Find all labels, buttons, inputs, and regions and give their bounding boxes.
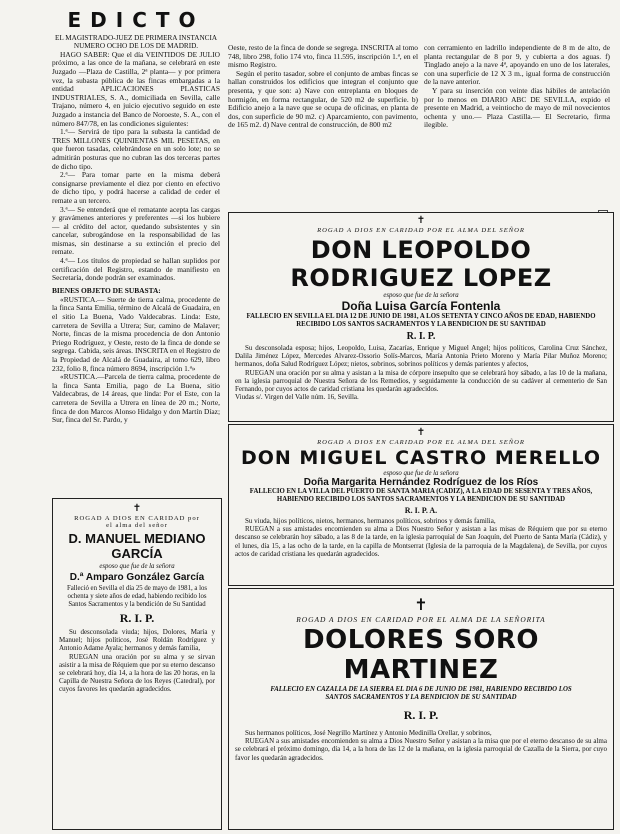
cross-icon: ✝ <box>416 427 426 438</box>
edicto-paragraph: «RUSTICA.—Parcela de tierra calma, procedente de la finca Santa Emilia, pago de La Buena, sitio Valdecabras, de 14 áreas, que linda: Por el Este, con la carretera de Sevilla a Utrera en línea de 20 m.; Norte, finca de don Marcos Alonso Hidalgo y don Martín Díaz; Sur, finca del Sr. Pardo, y <box>52 372 220 425</box>
spouse-name: D.ª Amparo González García <box>69 572 205 583</box>
death-notice: FALLECIO EN SEVILLA EL DIA 12 DE JUNIO DE 1981, A LOS SETENTA Y CINCO AÑOS DE EDAD, HABIENDO RECIBIDO LOS SANTOS SACRAMENTOS Y LA BENDICION DE SU SANTIDAD <box>246 313 596 328</box>
cross-icon: ✝ <box>132 503 142 514</box>
deceased-name: D. MANUEL MEDIANO GARCÍA <box>68 531 206 561</box>
edicto-paragraph: 3.ª— Se entenderá que el rematante acepta las cargas y gravámenes anteriores y preferentes —si los hubiere— al crédito del actor, quedando subsistentes y sin cancelar, subrogándose en la responsabilidad de las mismas, sin destinarse a su extinción el precio del remate. <box>52 204 220 257</box>
edicto-title: EDICTO <box>67 8 205 32</box>
request-text: RUEGAN a sus amistades encomienden su alma a Dios Nuestro Señor y asistan a la misa que por el eterno descanso de su alma se celebrará el próximo domingo, día 14, a la hora de las 12 de la mañana, en la iglesia parroquial de Cazalla de la Sierra, por cuyo favor les quedarán agradecidos. <box>235 737 607 762</box>
edicto-paragraph: HAGO SABER: Que el día VEINTIDOS DE JULIO próximo, a las once de la mañana, se celebrará en este Juzgado —Plaza de Castilla, 2ª planta— y por primera vez, la subasta pública de las fincas embargadas a la entidad APLICACIONES PLASTICAS INDUSTRIALES, S. A., domiciliada en Sevilla, calle Trajano, número 4, en juicio ejecutivo seguido en este Juzgado a instancia del Banco de Noroeste, S. A., con el número 847/78, en las condiciones siguientes: <box>52 49 220 128</box>
death-notice: FALLECIO EN CAZALLA DE LA SIERRA EL DIA 6 DE JUNIO DE 1981, HABIENDO RECIBIDO LOS SANTOS SACRAMENTOS Y LA BENDICION DE SU SANTIDAD <box>270 686 572 701</box>
edicto-paragraph: Oeste, resto de la finca de donde se segrega. INSCRITA al tomo 748, libro 298, folio 174 vto, finca 11.595, inscripción 1.ª, en el mismo Registro. <box>228 43 418 70</box>
obituary-header: ROGAD A DIOS EN CARIDAD POR EL ALMA DE LA SEÑORITA <box>296 615 546 624</box>
edicto-subtitle: EL MAGISTRADO-JUEZ DE PRIMERA INSTANCIA NUMERO OCHO DE LOS DE MADRID. <box>54 34 218 51</box>
edicto-column-2 <box>228 44 418 130</box>
family-list: Sus hermanos políticos, José Negrillo Martínez y Antonio Medinilla Orellar, y sobrinos, <box>245 729 492 737</box>
family-list: Su desconsolada esposa; hijos, Leopoldo, Luisa, Zacarías, Enrique y Miguel Angel; hijos políticos, Carolina Cruz Sánchez, Dalila Jiménez López, Mercedes Alvarez-Ossorio Solís-Marcos, María Antonia Prieto Moreno y María Pilar Muñoz Moreno; hermanos, doña Salud Rodríguez López; nietos, sobrinos, sobrinos políticos y demás parientes y afectos, <box>235 344 607 369</box>
spouse-label: esposo que fue de la señora <box>383 470 459 477</box>
rip: R. I. P. <box>403 708 439 722</box>
request-text: RUEGAN una oración por su alma y se sirvan asistir a la misa de Réquiem que por su eterno descanso se celebrará hoy, día 14, a la hora de las 20 horas, en la Capilla de Nuestra Señora de los Reyes (Catedral), por cuyos favores les quedarán agradecidos. <box>59 652 215 694</box>
address: Viudas s/. Virgen del Valle núm. 16, Sevilla. <box>235 393 359 402</box>
family-list: Su desconsolada viuda; hijos, Dolores, María y Manuel; hijos políticos, José Roldán Rodríguez y Antonio Adame Ayala; hermanos y demás familia, <box>59 628 215 653</box>
edicto-column-3 <box>424 44 610 130</box>
edicto-paragraph: 1.ª— Servirá de tipo para la subasta la cantidad de TRES MILLONES QUINIENTAS MIL PESETAS, en que fueron tasadas, celebrándose en un solo lote; no se admitirán posturas que no cubran las dos terceras partes de dicho tipo. <box>52 127 220 171</box>
spouse-name: Doña Luisa García Fontenla <box>341 299 501 313</box>
obituary-castro <box>228 424 614 586</box>
deceased-name: DON MIGUEL CASTRO MERELLO <box>240 447 601 469</box>
obituary-header: ROGAD A DIOS EN CARIDAD por el alma del señor <box>74 515 200 529</box>
rip: R. I. P. <box>119 611 155 625</box>
obituary-mediano <box>52 498 222 830</box>
spouse-name: Doña Margarita Hernández Rodríguez de los Ríos <box>303 477 539 488</box>
death-notice: FALLECIO EN LA VILLA DEL PUERTO DE SANTA MARIA (CADIZ), A LA EDAD DE SESENTA Y TRES AÑOS, HABIENDO RECIBIDO LOS SANTOS SACRAMENTOS Y LA BENDICION DE SU SANTIDAD <box>249 488 593 503</box>
spouse-label: esposo que fue de la señora <box>383 292 459 299</box>
obituary-header: ROGAD A DIOS EN CARIDAD POR EL ALMA DEL SEÑOR <box>317 227 525 234</box>
bienes-heading: BIENES OBJETO DE SUBASTA: <box>52 285 161 295</box>
edicto-paragraph: 2.ª— Para tomar parte en la misma deberá consignarse previamente el diez por ciento en efectivo de dicho tipo, y podrá hacerse a calidad de ceder el remate a un tercero. <box>52 170 220 205</box>
death-notice: Falleció en Sevilla el día 25 de mayo de 1981, a los ochenta y siete años de edad, habiendo recibido los Santos Sacramentos y la bendición de Su Santidad <box>66 585 208 608</box>
family-list: Su viuda, hijos políticos, nietos, hermanos, hermanos políticos, sobrinos y demás familia, <box>245 517 496 525</box>
request-text: RUEGAN una oración por su alma y asistan a la misa de córpore insepulto que se celebrará hoy sábado, a las 10 de la mañana, en la iglesia parroquial de Nuestra Señora de los Remedios, y seguidamente la conducción de su cadáver al cementerio de San Fernando, por cuyos actos de caridad cristiana les quedarán agradecidos. <box>235 368 607 394</box>
edicto-column <box>52 0 220 425</box>
obituary-header: ROGAD A DIOS EN CARIDAD POR EL ALMA DEL SEÑOR <box>317 439 525 446</box>
edicto-paragraph: con cerramiento en ladrillo independiente de 8 m de alto, de planta rectangular de 8 por 9, y cubierta a dos aguas. f) Tinglado anejo a la nave 4ª, apoyando en uno de los laterales, con una superficie de 12 X 3 m., igual forma de construcción de la nave anterior. <box>424 43 610 87</box>
deceased-name: DON LEOPOLDO RODRIGUEZ LOPEZ <box>290 236 552 292</box>
request-text: RUEGAN a sus amistades encomienden su alma a Dios Nuestro Señor y asistan a las misas de Réquiem que por su eterno descanso se celebrarán hoy sábado, a las 8 de la tarde, en la iglesia parroquial de San Joaquín, del Puerto de Santa María (Cádiz), y el lunes, día 15, a las ocho de la tarde, en la capilla de Montserrat (Iglesia de la parroquia de la Magdalena), de Sevilla, por cuyos actos de caridad cristiana les quedarán agradecidos. <box>235 525 607 558</box>
rip: R. I. P. <box>406 331 436 342</box>
obituary-soro <box>228 588 614 830</box>
deceased-name: DOLORES SORO MARTINEZ <box>303 625 539 685</box>
obituary-rodriguez <box>228 212 614 422</box>
rip: R. I. P. A. <box>404 506 438 515</box>
edicto-paragraph: Y para su inserción con veinte días hábiles de antelación por lo menos en DIARIO ABC DE SEVILLA, expido el presente en Madrid, a veintiocho de mayo de mil novecientos ochenta y uno.— Plaza Castilla.— El Secretario, firma ilegible. <box>424 85 610 130</box>
cross-icon: ✝ <box>414 597 428 614</box>
edicto-paragraph: Según el perito tasador, sobre el conjunto de ambas fincas se hallan construidos los edificios que integran el conjunto que presenta, y que son: a) Nave con entreplanta en bloques de hormigón, en forma rectangular, de 520 m2 de superficie. b) Edificio anejo a la nave que se ocupa de oficinas, en planta de dos, con superficie de 90 m2. c) Aparcamiento, con pavimento, de 165 m2. d) Nave central de construcción, de 800 m2 <box>228 68 418 130</box>
edicto-paragraph: «RUSTICA.— Suerte de tierra calma, procedente de la finca Santa Emilia, término de Alcalá de Guadaira, en el sitio La Buena, Vado Valdecabras. Linda: Este, carretera de Sevilla a Utrera; Sur, camino de Malaver; Norte, fincas de la misma procedencia de don Antonio Priego Rodríguez, y Oeste, resto de la finca de donde se segrega. Cabida, seis áreas. INSCRITA en el Registro de la Propiedad de Alcalá de Guadaira, al tomo 629, libro 232, folio 8, finca número 8694, inscripción 1.ª» <box>52 294 220 373</box>
cross-icon: ✝ <box>416 215 426 226</box>
spouse-label: esposo que fue de la señora <box>99 563 175 570</box>
edicto-paragraph: 4.ª— Los títulos de propiedad se hallan suplidos por certificación del Registro, estando de manifiesto en Secretaría, donde podrán ser examinados. <box>52 256 220 283</box>
